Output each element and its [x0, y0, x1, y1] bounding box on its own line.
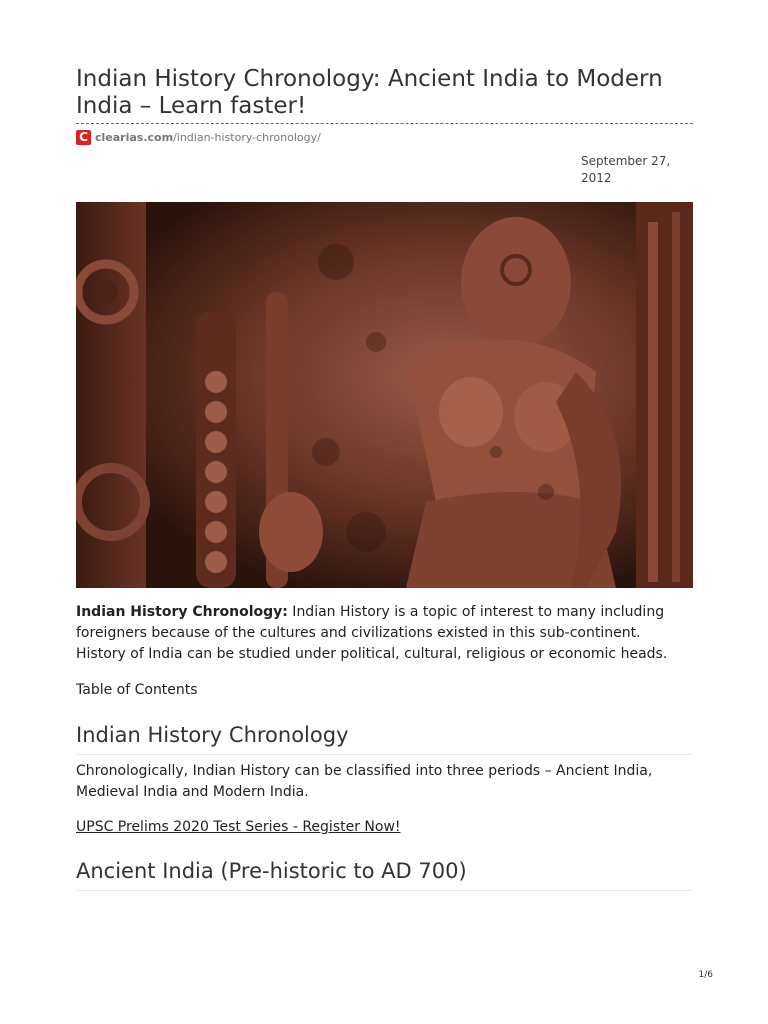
- clearias-logo-icon: C: [76, 130, 91, 145]
- title-divider: [76, 123, 693, 124]
- source-link[interactable]: [95, 131, 321, 144]
- intro-paragraph: [76, 602, 693, 665]
- source-line: [76, 129, 321, 145]
- page-number: 1/6: [698, 970, 713, 980]
- test-series-link[interactable]: UPSC Prelims 2020 Test Series - Register Now!: [76, 819, 401, 835]
- hero-image: [76, 202, 693, 588]
- sculpture-image: [76, 202, 693, 588]
- source-domain: clearias.com: [95, 130, 174, 144]
- publish-date: [581, 153, 681, 187]
- chronology-paragraph: Chronologically, Indian History can be classified into three periods – Ancient India, Medieval India and Modern India.: [76, 763, 653, 800]
- date-line-2: 2012: [581, 171, 612, 185]
- intro-text: Indian History is a topic of interest to many including foreigners because of the cultures and civilizations existed in this sub-continent. History of India can be studied under political, cultural, religious or economic heads.: [76, 604, 668, 662]
- intro-bold: Indian History Chronology:: [76, 604, 288, 620]
- article-title: Indian History Chronology: Ancient India to Modern India – Learn faster!: [76, 66, 663, 119]
- date-line-1: September 27,: [581, 154, 671, 168]
- section-heading-chronology: Indian History Chronology: [76, 722, 693, 755]
- source-path: /indian-history-chronology/: [173, 130, 321, 144]
- section-heading-ancient-india: Ancient India (Pre-historic to AD 700): [76, 858, 693, 891]
- table-of-contents-toggle[interactable]: Table of Contents: [76, 682, 198, 698]
